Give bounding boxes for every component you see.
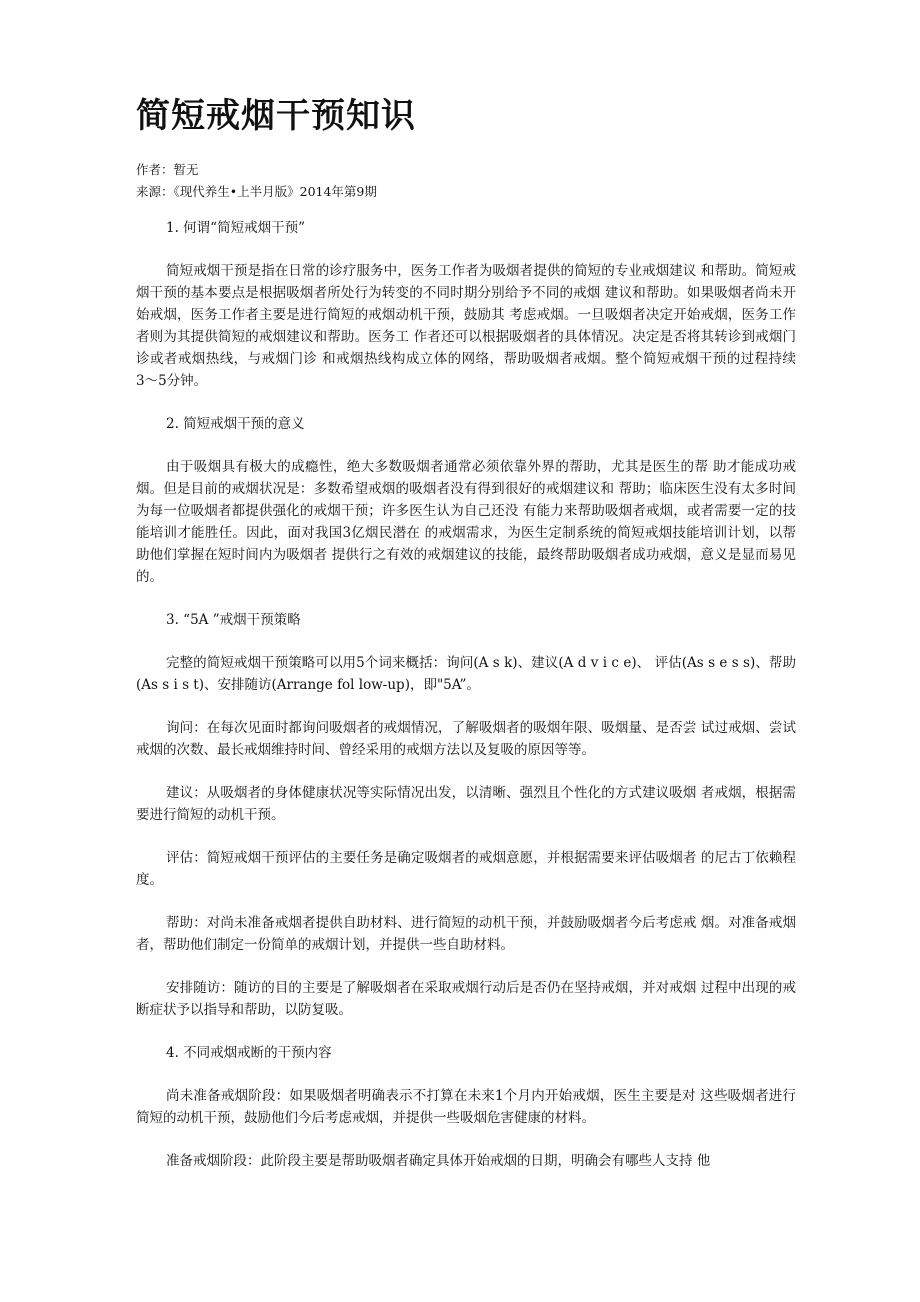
section-3 [136, 609, 796, 1021]
section-heading: 4. 不同戒烟戒断的干预内容 [166, 1044, 332, 1061]
author-line: 作者：暂无 [136, 161, 199, 177]
section-heading: 2. 简短戒烟干预的意义 [166, 415, 305, 432]
paragraph: 完整的简短戒烟干预策略可以用5个词来概括：询问(A s k)、建议(A d v i c e)、 评估(As s e s s)、帮助(As s i s t)、安排随访(Arrange fol low-up)，即"5A”。 [136, 654, 796, 693]
paragraph: 评估：简短戒烟干预评估的主要任务是确定吸烟者的戒烟意愿，并根据需要来评估吸烟者 的尼古丁依赖程度。 [136, 849, 796, 888]
section-4 [136, 1042, 796, 1172]
section-2 [136, 413, 796, 588]
paragraph: 尚未准备戒烟阶段：如果吸烟者明确表示不打算在未来1个月内开始戒烟，医生主要是对 这些吸烟者进行简短的动机干预，鼓励他们今后考虑戒烟，并提供一些吸烟危害健康的材料。 [136, 1087, 796, 1126]
section-heading: 3. “5A ”戒烟干预策略 [166, 611, 301, 628]
source-line: 来源：《现代养生•上半月版》2014年第9期 [136, 183, 377, 199]
paragraph: 简短戒烟干预是指在日常的诊疗服务中，医务工作者为吸烟者提供的简短的专业戒烟建议 和帮助。简短戒烟干预的基本要点是根据吸烟者所处行为转变的不同时期分别给予不同的戒烟 建议和帮助。如果吸烟者尚未开始戒烟，医务工作者主要是进行简短的戒烟动机干预，鼓励其 考虑戒烟。一旦吸烟者决定开始戒烟，医务工作者则为其提供简短的戒烟建议和帮助。医务工 作者还可以根据吸烟者的具体情况。决定是否将其转诊到戒烟门诊或者戒烟热线，与戒烟门诊 和戒烟热线构成立体的网络，帮助吸烟者戒烟。整个简短戒烟干预的过程持续3〜5分钟。 [136, 262, 796, 389]
paragraph: 询问：在每次见面时都询问吸烟者的戒烟情况，了解吸烟者的吸烟年限、吸烟量、是否尝 试过戒烟、尝试戒烟的次数、最长戒烟维持时间、曾经采用的戒烟方法以及复吸的原因等等。 [136, 719, 796, 758]
section-heading: 1. 何谓“简短戒烟干预” [166, 219, 305, 236]
paragraph: 准备戒烟阶段：此阶段主要是帮助吸烟者确定具体开始戒烟的日期，明确会有哪些人支持 他 [166, 1152, 711, 1169]
document-page [136, 96, 796, 1193]
article-title: 简短戒烟干预知识 [136, 96, 416, 136]
paragraph: 建议：从吸烟者的身体健康状况等实际情况出发，以清晰、强烈且个性化的方式建议吸烟 者戒烟，根据需要进行简短的动机干预。 [136, 784, 796, 823]
paragraph: 帮助：对尚未准备戒烟者提供自助材料、进行简短的动机干预，并鼓励吸烟者今后考虑戒 烟。对准备戒烟者，帮助他们制定一份简单的戒烟计划，并提供一些自助材料。 [136, 914, 796, 953]
section-1 [136, 217, 796, 392]
paragraph: 安排随访：随访的目的主要是了解吸烟者在采取戒烟行动后是否仍在坚持戒烟，并对戒烟 过程中出现的戒断症状予以指导和帮助，以防复吸。 [136, 979, 796, 1018]
paragraph: 由于吸烟具有极大的成瘾性，绝大多数吸烟者通常必须依靠外界的帮助，尤其是医生的帮 助才能成功戒烟。但是目前的戒烟状况是：多数希望戒烟的吸烟者没有得到很好的戒烟建议和 帮助；临床医生没有太多时间为每一位吸烟者都提供强化的戒烟干预；许多医生认为自己还没 有能力来帮助吸烟者戒烟，或者需要一定的技能培训才能胜任。因此，面对我国3亿烟民潜在 的戒烟需求，为医生定制系统的简短戒烟技能培训计划，以帮助他们掌握在短时间内为吸烟者 提供行之有效的戒烟建议的技能，最终帮助吸烟者成功戒烟，意义是显而易见的。 [136, 458, 796, 585]
article-meta [136, 159, 796, 203]
